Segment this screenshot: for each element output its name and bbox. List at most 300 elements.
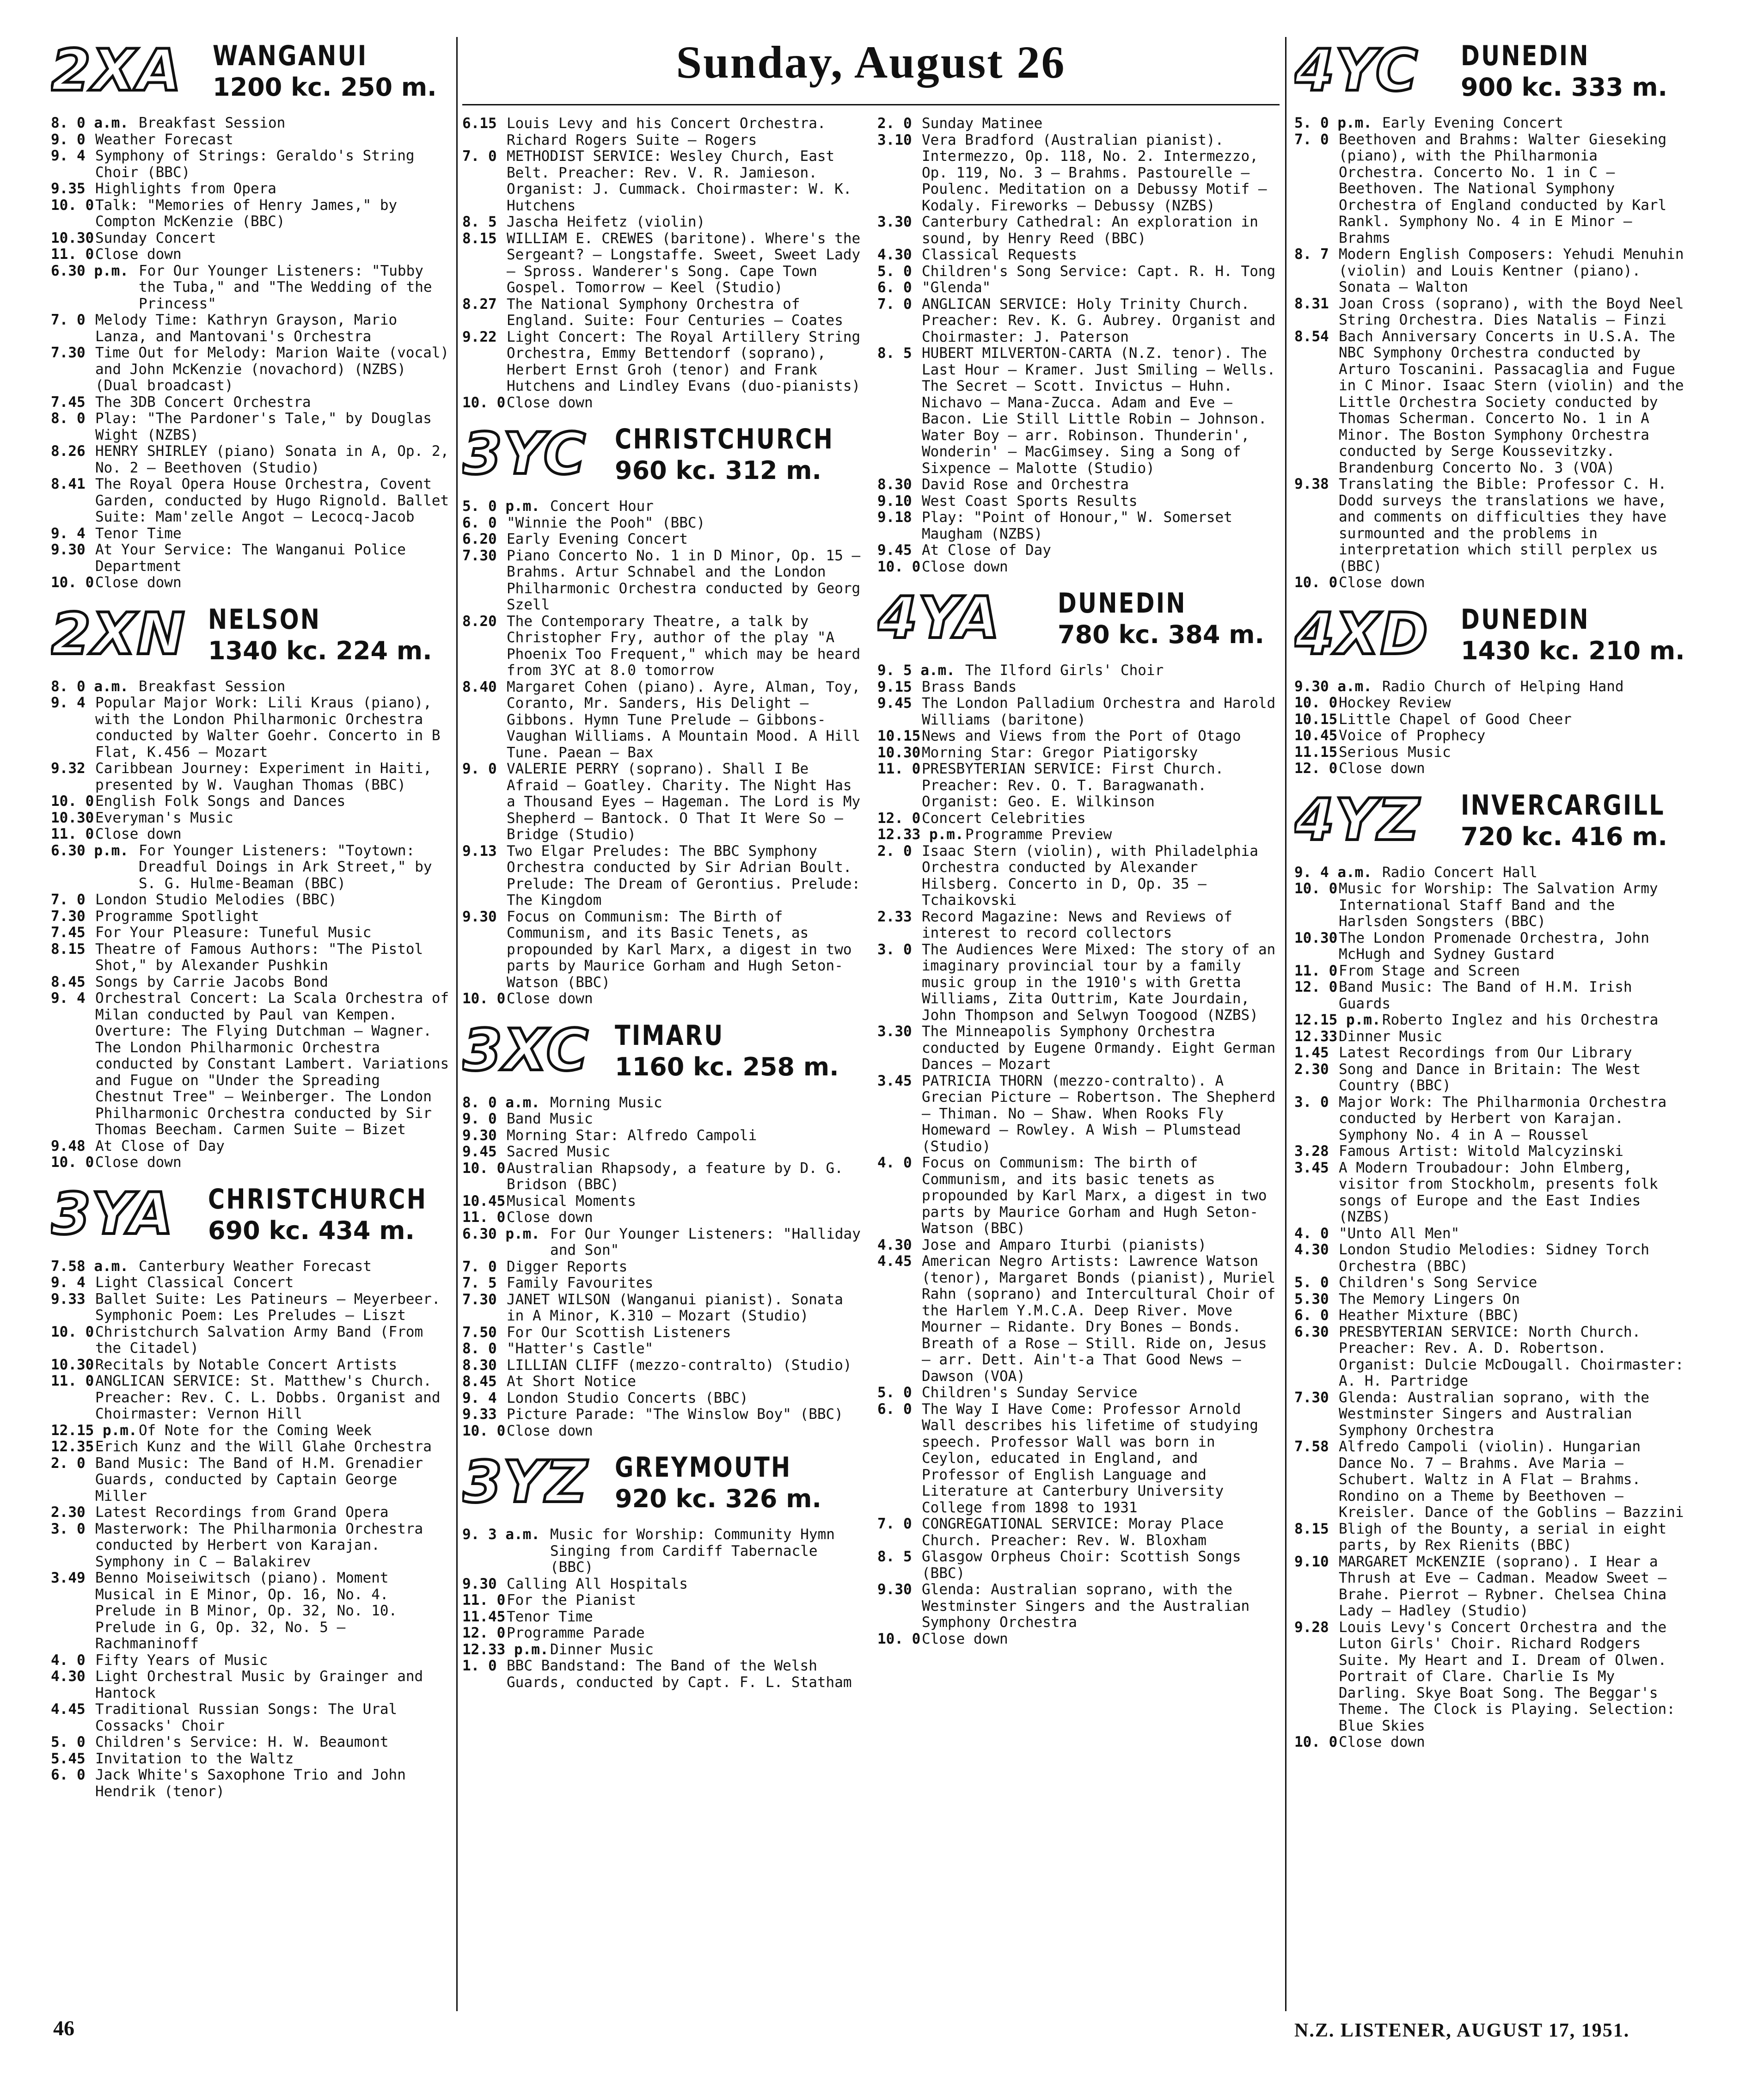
schedule-text: Close down — [95, 246, 182, 263]
schedule-time: 3.45 — [1294, 1159, 1329, 1176]
station-3yz — [462, 1448, 864, 1691]
schedule-text: For Younger Listeners: "Toytown: Dreadful Doings in Ark Street," by S. G. Hulme-Beaman (BBC) — [139, 842, 432, 892]
schedule-text: Song and Dance in Britain: The West Country (BBC) — [1339, 1061, 1641, 1094]
station-city: GREYMOUTH — [615, 1451, 792, 1484]
station-header — [462, 1448, 864, 1524]
schedule-time: 9. 4 a.m. — [1294, 864, 1372, 881]
schedule-item — [51, 345, 451, 394]
schedule-time: 3.30 — [877, 214, 912, 230]
schedule-item — [51, 1669, 451, 1701]
schedule-time: 8.45 — [462, 1373, 497, 1390]
schedule-item — [51, 761, 451, 793]
schedule-text: Louis Levy's Concert Orchestra and the Luton Girls' Choir. Richard Rodgers Suite. My Heart and I. Dream of Olwen. Portrait of Clare. Charlie Is My Darling. Skye Boat Song. The Beggar's Theme. The Clock is Playing. Selection: Blue Skies — [1339, 1619, 1675, 1734]
schedule-item — [462, 498, 864, 515]
schedule-text: Caribbean Journey: Experiment in Haiti, presented by W. Vaughan Thomas (BBC) — [95, 760, 432, 793]
schedule-item — [51, 1258, 451, 1275]
schedule-text: JANET WILSON (Wanganui pianist). Sonata in A Minor, K.310 — Mozart (Studio) — [507, 1291, 843, 1324]
schedule-text: The London Promenade Orchestra, John McHugh and Sydney Gustard — [1339, 929, 1649, 963]
schedule-text: Children's Sunday Service — [922, 1384, 1138, 1401]
schedule-item — [462, 1609, 864, 1626]
schedule-time: 7. 0 — [51, 891, 86, 908]
schedule-time: 12. 0 — [1294, 760, 1338, 777]
schedule-text: Close down — [1339, 574, 1425, 591]
station-4ya — [877, 583, 1279, 1647]
schedule-item — [462, 1625, 864, 1642]
schedule-item — [1294, 744, 1692, 761]
schedule-item — [51, 246, 451, 263]
schedule-item — [462, 515, 864, 532]
schedule-time: 5.45 — [51, 1750, 86, 1767]
schedule-text: Radio Church of Helping Hand — [1382, 678, 1624, 695]
station-header — [877, 583, 1279, 660]
station-callsign: 2XN — [51, 601, 186, 668]
schedule-item — [51, 575, 451, 591]
schedule-item — [877, 843, 1279, 909]
schedule-time: 6. 0 — [462, 514, 497, 531]
schedule-time: 7.30 — [1294, 1389, 1329, 1406]
schedule-text: News and Views from the Port of Otago — [922, 728, 1241, 744]
schedule-time: 9. 0 — [462, 761, 497, 777]
schedule-item — [1294, 1012, 1692, 1029]
station-3ya — [51, 1179, 451, 1800]
page-number: 46 — [53, 2016, 74, 2040]
schedule-text: Morning Star: Alfredo Campoli — [507, 1127, 757, 1144]
schedule-time: 3. 0 — [1294, 1093, 1329, 1111]
schedule-item — [462, 1642, 864, 1658]
schedule-text: Talk: "Memories of Henry James," by Compton McKenzie (BBC) — [95, 196, 398, 230]
station-2xa — [51, 36, 451, 591]
schedule-item — [462, 1423, 864, 1440]
schedule-time: 8.26 — [51, 443, 86, 460]
schedule-item — [51, 908, 451, 925]
schedule-text: "Hatter's Castle" — [507, 1340, 654, 1357]
schedule-time: 6. 0 — [877, 279, 912, 296]
schedule-item — [51, 443, 451, 476]
schedule-time: 6. 0 — [1294, 1307, 1329, 1324]
schedule-time: 6.20 — [462, 531, 497, 547]
schedule-text: The National Symphony Orchestra of England. Suite: Four Centuries — Coates — [507, 295, 843, 329]
schedule-item — [462, 1576, 864, 1593]
schedule-time: 9.45 — [877, 542, 912, 559]
schedule-time: 11. 0 — [51, 1373, 94, 1389]
schedule-time: 7. 0 — [51, 312, 86, 328]
schedule-item — [51, 1701, 451, 1734]
schedule-text: Of Note for the Coming Week — [139, 1422, 372, 1439]
schedule-item — [462, 1658, 864, 1691]
schedule-time: 9. 0 — [462, 1111, 497, 1127]
schedule-time: 9. 4 — [51, 694, 86, 711]
schedule-text: PATRICIA THORN (mezzo-contralto). A Grecian Picture — Robertson. The Shepherd — Thiman. No — Shaw. When Rooks Fly Homeward — Rowley. A Wish — Plumstead (Studio) — [922, 1072, 1276, 1155]
schedule-time: 10.30 — [51, 809, 94, 826]
schedule-item — [51, 1138, 451, 1155]
schedule-item — [51, 1291, 451, 1324]
schedule-item — [1294, 1620, 1692, 1735]
schedule-time: 9.33 — [51, 1290, 86, 1307]
schedule-time: 9.22 — [462, 328, 497, 345]
schedule-text: Ballet Suite: Les Patineurs — Meyerbeer. Symphonic Poem: Les Preludes — Liszt — [95, 1290, 441, 1324]
schedule-item — [877, 559, 1279, 576]
schedule-text: BBC Bandstand: The Band of the Welsh Guards, conducted by Capt. F. L. Statham — [507, 1657, 852, 1691]
schedule-text: Invitation to the Waltz — [95, 1750, 294, 1767]
schedule-time: 1. 0 — [462, 1657, 497, 1674]
schedule-text: The Minneapolis Symphony Orchestra conducted by Eugene Ormandy. Eight German Dances — Mozart — [922, 1023, 1276, 1073]
schedule-item — [877, 1385, 1279, 1401]
schedule-item — [462, 231, 864, 296]
schedule-item — [462, 1111, 864, 1128]
schedule-item — [877, 214, 1279, 247]
schedule-time: 4.30 — [51, 1668, 86, 1685]
schedule-time: 5. 0 p.m. — [462, 498, 540, 515]
schedule-item — [1294, 132, 1692, 247]
schedule-time: 12. 0 — [877, 810, 921, 827]
schedule-text: ANGLICAN SERVICE: St. Matthew's Church. Preacher: Rev. C. L. Dobbs. Organist and Choirmaster: Vernon Hill — [95, 1373, 441, 1422]
schedule-text: Close down — [922, 558, 1008, 575]
schedule-item — [877, 280, 1279, 296]
schedule-time: 3.30 — [877, 1023, 912, 1040]
schedule-item — [1294, 679, 1692, 695]
schedule-item — [1294, 1324, 1692, 1390]
schedule-item — [462, 1226, 864, 1259]
schedule-text: Latest Recordings from Our Library — [1339, 1044, 1632, 1061]
schedule-text: Morning Star: Gregor Piatigorsky — [922, 744, 1198, 761]
schedule-item — [877, 1516, 1279, 1549]
schedule-text: The Ilford Girls' Choir — [965, 662, 1164, 679]
schedule-time: 11. 0 — [462, 1209, 506, 1226]
schedule-item — [51, 1324, 451, 1357]
schedule-item — [462, 1325, 864, 1341]
schedule-time: 8.41 — [51, 476, 86, 492]
schedule-item — [1294, 296, 1692, 329]
schedule-item — [51, 312, 451, 345]
station-callsign: 3YZ — [462, 1449, 588, 1516]
schedule-text: Band Music — [507, 1111, 593, 1127]
schedule-time: 4. 0 — [51, 1651, 86, 1669]
schedule-time: 8. 0 a.m. — [51, 115, 129, 131]
schedule-text: Serious Music — [1339, 743, 1451, 761]
schedule-time: 9. 0 — [51, 131, 86, 148]
schedule-item — [462, 1406, 864, 1423]
schedule-item — [51, 679, 451, 695]
schedule-time: 7. 0 — [462, 148, 497, 165]
schedule-text: PRESBYTERIAN SERVICE: First Church. Preacher: Rev. O. T. Baragwanath. Organist: Geo. E. Wilkinson — [922, 761, 1224, 810]
schedule-time: 4.30 — [877, 246, 912, 263]
schedule-item — [51, 148, 451, 181]
schedule-text: Programme Parade — [507, 1625, 645, 1641]
schedule-item — [51, 793, 451, 810]
schedule-time: 7.30 — [51, 344, 86, 361]
schedule-item — [462, 1259, 864, 1276]
station-city: CHRISTCHURCH — [615, 423, 834, 455]
schedule-time: 5. 0 — [51, 1734, 86, 1750]
schedule-text: Piano Concerto No. 1 in D Minor, Op. 15 — Brahms. Artur Schnabel and the London Philharmonic Orchestra conducted by Georg Szell — [507, 547, 861, 613]
schedule-item — [1294, 1045, 1692, 1062]
schedule-time: 9. 5 a.m. — [877, 662, 955, 679]
schedule-text: Children's Service: H. W. Beaumont — [95, 1734, 389, 1750]
schedule-time: 11. 0 — [51, 246, 94, 263]
schedule-time: 10. 0 — [462, 394, 506, 411]
schedule-item — [877, 345, 1279, 477]
column-4 — [1294, 28, 1692, 2011]
schedule-text: Concert Hour — [550, 498, 654, 515]
schedule-item — [877, 116, 1279, 132]
schedule-time: 8.54 — [1294, 328, 1329, 345]
schedule-item — [1294, 1439, 1692, 1521]
schedule-text: PRESBYTERIAN SERVICE: North Church. Preacher: Rev. A. D. Robertson. Organist: Dulcie McDougall. Choirmaster: A. H. Partridge — [1339, 1323, 1684, 1389]
schedule-time: 10. 0 — [877, 558, 921, 575]
schedule-text: Translating the Bible: Professor C. H. Dodd surveys the translations we have, and comments on difficulties they have surmounted and the problems in interpretation which still perplex us (BBC) — [1339, 476, 1667, 575]
schedule-item — [877, 663, 1279, 679]
schedule-time: 10. 0 — [462, 1160, 506, 1177]
schedule-time: 7. 5 — [462, 1275, 497, 1291]
schedule-text: At Your Service: The Wanganui Police Department — [95, 541, 406, 575]
schedule-time: 8.30 — [877, 476, 912, 493]
schedule-text: "Unto All Men" — [1339, 1225, 1460, 1242]
schedule-item — [1294, 575, 1692, 591]
schedule-text: Joan Cross (soprano), with the Boyd Neel String Orchestra. Dies Natalis — Finzi — [1339, 295, 1684, 328]
schedule-time: 9.10 — [1294, 1553, 1329, 1570]
station-3yc — [462, 419, 864, 1007]
schedule-text: LILLIAN CLIFF (mezzo-contralto) (Studio) — [507, 1356, 852, 1374]
schedule-text: Close down — [507, 990, 593, 1007]
schedule-time: 6.30 p.m. — [51, 842, 129, 859]
schedule-time: 8.40 — [462, 678, 497, 695]
station-frequency: 720 kc. 416 m. — [1461, 822, 1668, 851]
column-2 — [462, 116, 864, 2099]
schedule-text: Recitals by Notable Concert Artists — [95, 1356, 398, 1373]
schedule-item — [877, 509, 1279, 542]
schedule-item — [877, 1155, 1279, 1237]
schedule-time: 6.15 — [462, 116, 497, 132]
schedule-time: 8. 5 — [877, 345, 912, 362]
schedule-time: 5. 0 — [877, 263, 912, 280]
schedule-item — [1294, 761, 1692, 777]
schedule-text: The Contemporary Theatre, a talk by Christopher Fry, author of the play "A Phoenix Too Frequent," which may be heard from 3YC at 8.0 tomorrow — [507, 613, 861, 679]
schedule-text: Glenda: Australian soprano, with the Westminster Singers and the Australian Symphony Orchestra — [922, 1581, 1250, 1631]
schedule-item — [462, 531, 864, 548]
schedule-item — [877, 493, 1279, 510]
schedule-time: 12. 0 — [1294, 979, 1338, 995]
schedule-time: 9. 4 — [51, 1274, 86, 1291]
schedule-time: 1.45 — [1294, 1044, 1329, 1061]
schedule-text: Children's Song Service — [1339, 1274, 1537, 1291]
schedule-time: 11. 0 — [462, 1592, 506, 1608]
schedule-time: 9. 3 a.m. — [462, 1526, 540, 1543]
schedule-text: Vera Bradford (Australian pianist). Intermezzo, Op. 118, No. 2. Intermezzo, Op. 119, No. 3 — Brahms. Pastourelle — Poulenc. Meditation on a Debussy Motif — Kodaly. Fireworks — Debussy (NZBS) — [922, 131, 1267, 214]
station-4yz — [1294, 786, 1692, 1751]
schedule-text: Masterwork: The Philharmonia Orchestra conducted by Herbert von Karajan. Symphony in C — Balakirev — [95, 1520, 423, 1570]
station-frequency: 900 kc. 333 m. — [1461, 73, 1668, 102]
station-header — [1294, 600, 1692, 676]
schedule-text: At Short Notice — [507, 1373, 636, 1390]
schedule-item — [51, 132, 451, 148]
station-4xd — [1294, 600, 1692, 777]
schedule-time: 8.20 — [462, 613, 497, 630]
schedule-text: Close down — [507, 394, 593, 411]
schedule-text: Jack White's Saxophone Trio and John Hendrik (tenor) — [95, 1767, 406, 1800]
schedule-time: 9.18 — [877, 509, 912, 526]
schedule-item — [1294, 1062, 1692, 1094]
schedule-item — [462, 1128, 864, 1144]
schedule-text: Christchurch Salvation Army Band (From the Citadel) — [95, 1323, 423, 1356]
schedule-text: A Modern Troubadour: John Elmberg, visitor from Stockholm, presents folk songs of Europe and the East Indies (NZBS) — [1339, 1159, 1658, 1225]
schedule-time: 10.45 — [1294, 727, 1338, 744]
schedule-time: 11.15 — [1294, 743, 1338, 761]
schedule-time: 3. 0 — [51, 1520, 86, 1537]
schedule-text: Melody Time: Kathryn Grayson, Mario Lanza, and Mantovani's Orchestra — [95, 312, 398, 345]
schedule-item — [51, 941, 451, 974]
schedule-text: Early Evening Concert — [507, 531, 688, 547]
schedule-time: 7.58 a.m. — [51, 1258, 129, 1275]
schedule-text: Play: "Point of Honour," W. Somerset Maugham (NZBS) — [922, 509, 1232, 542]
schedule-time: 8. 0 a.m. — [51, 678, 129, 695]
schedule-item — [1294, 930, 1692, 963]
schedule-text: Highlights from Opera — [95, 180, 276, 197]
schedule-text: Close down — [922, 1630, 1008, 1647]
schedule-item — [877, 1237, 1279, 1254]
schedule-text: Erich Kunz and the Will Glahe Orchestra — [95, 1438, 432, 1455]
schedule-item — [462, 1160, 864, 1193]
schedule-time: 7. 0 — [462, 1258, 497, 1275]
schedule-time: 2.33 — [877, 908, 912, 925]
schedule-time: 10. 0 — [51, 574, 94, 591]
schedule-time: 3.28 — [1294, 1143, 1329, 1160]
schedule-time: 8. 0 — [51, 410, 86, 427]
schedule-item — [51, 1521, 451, 1571]
station-city: INVERCARGILL — [1461, 789, 1665, 822]
schedule-time: 7.30 — [462, 547, 497, 564]
schedule-text: The 3DB Concert Orchestra — [95, 393, 311, 411]
schedule-item — [462, 1390, 864, 1407]
station-frequency: 1430 kc. 210 m. — [1461, 636, 1685, 665]
schedule-item — [877, 1073, 1279, 1155]
schedule-text: The Way I Have Come: Professor Arnold Wall describes his lifetime of studying speech. Professor Wall was born in Ceylon, educated in England, and Professor of English Language and Literature at Canterbury University College from 1898 to 1931 — [922, 1400, 1258, 1516]
schedule-item — [877, 679, 1279, 696]
schedule-time: 9.28 — [1294, 1619, 1329, 1636]
schedule-item — [1294, 695, 1692, 712]
schedule-text: Programme Spotlight — [95, 908, 259, 925]
schedule-text: Isaac Stern (violin), with Philadelphia Orchestra conducted by Alexander Hilsberg. Concerto in D, Op. 35 — Tchaikovski — [922, 842, 1258, 908]
schedule-time: 10.15 — [1294, 711, 1338, 728]
schedule-text: Close down — [507, 1209, 593, 1226]
schedule-time: 9.33 — [462, 1406, 497, 1423]
schedule-item — [51, 197, 451, 230]
schedule-time: 9.30 — [51, 541, 86, 558]
schedule-time: 12.15 p.m. — [51, 1422, 137, 1439]
schedule-text: Sunday Concert — [95, 229, 216, 246]
schedule-text: For Our Younger Listeners: "Tubby the Tuba," and "The Wedding of the Princess" — [139, 262, 432, 312]
schedule-text: Musical Moments — [507, 1192, 636, 1209]
schedule-item — [462, 1592, 864, 1609]
schedule-text: Focus on Communism: The Birth of Communism, and its Basic Tenets, as propounded by Karl Marx, a digest in two parts by Maurice Gorham and Hugh Seton-Watson (BBC) — [507, 908, 852, 991]
schedule-time: 4.45 — [877, 1253, 912, 1270]
schedule-text: Band Music: The Band of H.M. Irish Guards — [1339, 979, 1632, 1012]
station-frequency: 960 kc. 312 m. — [615, 456, 822, 485]
schedule-time: 6. 0 — [51, 1767, 86, 1783]
schedule-time: 10.30 — [1294, 929, 1338, 946]
schedule-item — [1294, 865, 1692, 881]
schedule-time: 9.30 — [877, 1581, 912, 1598]
schedule-text: Theatre of Famous Authors: "The Pistol Shot," by Alexander Pushkin — [95, 940, 423, 974]
schedule-item — [51, 394, 451, 411]
schedule-time: 11. 0 — [51, 826, 94, 842]
schedule-text: Symphony of Strings: Geraldo's String Choir (BBC) — [95, 147, 415, 181]
schedule-item — [877, 810, 1279, 827]
schedule-item — [51, 990, 451, 1138]
schedule-time: 5. 0 — [877, 1384, 912, 1401]
schedule-text: London Studio Melodies (BBC) — [95, 891, 337, 908]
schedule-time: 8.30 — [462, 1356, 497, 1374]
schedule-time: 9.32 — [51, 760, 86, 777]
schedule-time: 10.15 — [877, 728, 921, 744]
schedule-item — [462, 548, 864, 614]
schedule-item — [51, 230, 451, 247]
schedule-text: Digger Reports — [507, 1258, 628, 1275]
schedule-time: 4.30 — [1294, 1241, 1329, 1258]
schedule-item — [1294, 1390, 1692, 1439]
schedule-time: 7.45 — [51, 924, 86, 941]
schedule-time: 11. 0 — [1294, 962, 1338, 979]
schedule-time: 8.27 — [462, 295, 497, 313]
station-4yc — [1294, 36, 1692, 591]
schedule-time: 9. 4 — [51, 147, 86, 164]
schedule-time: 6.30 p.m. — [462, 1225, 540, 1242]
schedule-time: 2. 0 — [51, 1455, 86, 1472]
schedule-item — [877, 827, 1279, 843]
schedule-item — [462, 761, 864, 843]
schedule-text: Light Classical Concert — [95, 1274, 294, 1291]
schedule-time: 10. 0 — [877, 1630, 921, 1647]
schedule-time: 12.33 p.m. — [877, 826, 964, 843]
schedule-text: HUBERT MILVERTON-CARTA (N.Z. tenor). The Last Hour — Kramer. Just Smiling — Wells. The Secret — Scott. Invictus — Huhn. Nichavo — Mana-Zucca. Adam and Eve — Bacon. Lie Still Little Robin — Johnson. Water Boy — arr. Robinson. Thunderin', Wonderin' — MacGimsey. Sing a Song of Sixpence — Malotte (Studio) — [922, 345, 1276, 477]
station-frequency: 920 kc. 326 m. — [615, 1484, 822, 1513]
schedule-text: For Our Younger Listeners: "Halliday and Son" — [550, 1225, 861, 1258]
schedule-item — [51, 263, 451, 313]
schedule-text: For Our Scottish Listeners — [507, 1324, 731, 1341]
schedule-text: Glenda: Australian soprano, with the Westminster Singers and Australian Symphony Orchestra — [1339, 1389, 1649, 1439]
station-city: WANGANUI — [213, 40, 368, 72]
schedule-text: From Stage and Screen — [1339, 962, 1520, 979]
schedule-time: 6. 0 — [877, 1400, 912, 1418]
schedule-time: 9.30 — [462, 908, 497, 925]
schedule-item — [51, 526, 451, 542]
schedule-item — [51, 1751, 451, 1768]
schedule-time: 12.33 — [1294, 1028, 1338, 1045]
schedule-time: 9.48 — [51, 1137, 86, 1154]
schedule-text: Band Music: The Band of H.M. Grenadier Guards, conducted by Captain George Miller — [95, 1455, 423, 1504]
schedule-item — [1294, 728, 1692, 744]
schedule-time: 10. 0 — [51, 196, 94, 214]
schedule-item — [877, 264, 1279, 280]
schedule-text: David Rose and Orchestra — [922, 476, 1129, 493]
schedule-item — [877, 909, 1279, 942]
schedule-time: 9. 4 — [462, 1389, 497, 1406]
station-callsign: 4YZ — [1294, 786, 1420, 853]
schedule-text: Breakfast Session — [139, 115, 286, 131]
title-rule — [462, 104, 1280, 105]
schedule-text: Sunday Matinee — [922, 116, 1043, 132]
schedule-text: Jose and Amparo Iturbi (pianists) — [922, 1236, 1207, 1253]
schedule-item — [51, 1504, 451, 1521]
schedule-text: Latest Recordings from Grand Opera — [95, 1504, 389, 1521]
schedule-item — [51, 810, 451, 827]
schedule-time: 7.58 — [1294, 1438, 1329, 1455]
column-1 — [51, 28, 451, 2011]
schedule-item — [462, 679, 864, 761]
schedule-text: Morning Music — [550, 1094, 662, 1111]
schedule-item — [51, 695, 451, 761]
schedule-text: "Winnie the Pooh" (BBC) — [507, 514, 705, 531]
station-callsign: 3YC — [462, 421, 587, 487]
